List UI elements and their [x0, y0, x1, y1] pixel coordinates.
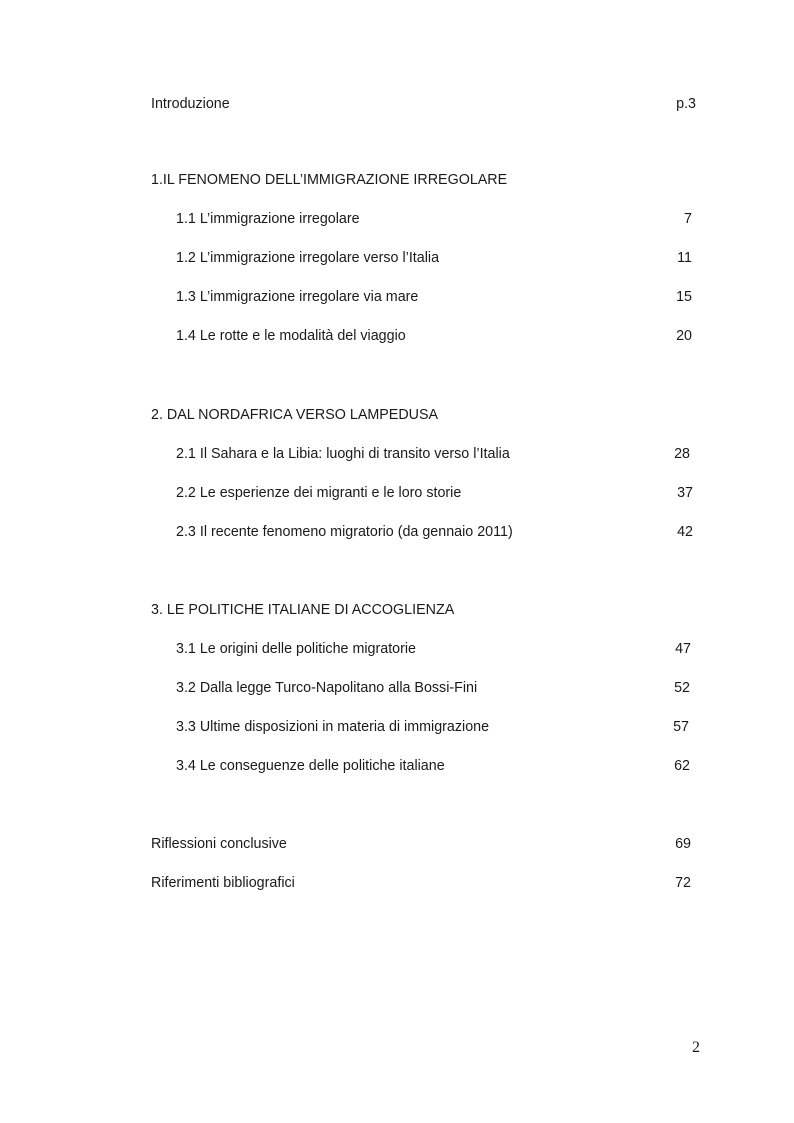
toc-entry-page: 52 — [674, 680, 690, 696]
toc-entry-page: 20 — [676, 328, 692, 344]
chapter-1-heading — [0, 168, 794, 192]
toc-entry-label: 1.2 L’immigrazione irregolare verso l’Italia — [176, 250, 440, 266]
toc-entry-page: 11 — [677, 250, 692, 266]
chapter-title: 2. DAL NORDAFRICA VERSO LAMPEDUSA — [151, 407, 439, 423]
toc-entry-label: Riflessioni conclusive — [151, 836, 287, 852]
toc-entry-page: p.3 — [676, 96, 696, 112]
toc-entry-label: 2.2 Le esperienze dei migranti e le loro storie — [176, 485, 462, 501]
toc-entry-3-1 — [0, 637, 794, 661]
toc-entry-page: 72 — [675, 875, 691, 891]
toc-entry-label: 3.2 Dalla legge Turco-Napolitano alla Bossi-Fini — [176, 680, 478, 696]
toc-entry-bibliography — [0, 871, 794, 895]
toc-entry-label: Introduzione — [151, 96, 230, 112]
toc-entry-page: 37 — [677, 485, 693, 501]
toc-entry-label: 3.1 Le origini delle politiche migratorie — [176, 641, 417, 657]
toc-entry-page: 15 — [676, 289, 692, 305]
toc-entry-label: 1.4 Le rotte e le modalità del viaggio — [176, 328, 406, 344]
toc-entry-label: 1.1 L’immigrazione irregolare — [176, 211, 360, 227]
toc-entry-2-2 — [0, 481, 794, 505]
toc-entry-1-3 — [0, 285, 794, 309]
toc-entry-1-1 — [0, 207, 794, 231]
page-number: 2 — [692, 1039, 700, 1056]
toc-entry-label: 2.3 Il recente fenomeno migratorio (da gennaio 2011) — [176, 524, 513, 540]
toc-entry-page: 47 — [675, 641, 691, 657]
chapter-3-heading — [0, 598, 794, 622]
toc-entry-label: 1.3 L’immigrazione irregolare via mare — [176, 289, 419, 305]
toc-entry-page: 57 — [673, 719, 689, 735]
toc-entry-label: 3.4 Le conseguenze delle politiche italiane — [176, 758, 445, 774]
toc-entry-introduction — [0, 92, 794, 116]
toc-entry-3-4 — [0, 754, 794, 778]
toc-entry-page: 42 — [677, 524, 693, 540]
toc-entry-1-4 — [0, 324, 794, 348]
chapter-title: 3. LE POLITICHE ITALIANE DI ACCOGLIENZA — [151, 602, 455, 618]
chapter-title: 1.IL FENOMENO DELL’IMMIGRAZIONE IRREGOLARE — [151, 172, 508, 188]
toc-entry-label: 2.1 Il Sahara e la Libia: luoghi di transito verso l’Italia — [176, 446, 510, 462]
toc-entry-2-3 — [0, 520, 794, 544]
toc-entry-conclusions — [0, 832, 794, 856]
toc-entry-3-2 — [0, 676, 794, 700]
chapter-2-heading — [0, 403, 794, 427]
toc-entry-page: 69 — [675, 836, 691, 852]
toc-entry-1-2 — [0, 246, 794, 270]
toc-entry-3-3 — [0, 715, 794, 739]
toc-entry-label: Riferimenti bibliografici — [151, 875, 295, 891]
toc-entry-page: 62 — [674, 758, 690, 774]
toc-entry-page: 7 — [684, 211, 692, 227]
toc-entry-2-1 — [0, 442, 794, 466]
toc-entry-page: 28 — [674, 446, 690, 462]
toc-entry-label: 3.3 Ultime disposizioni in materia di immigrazione — [176, 719, 490, 735]
